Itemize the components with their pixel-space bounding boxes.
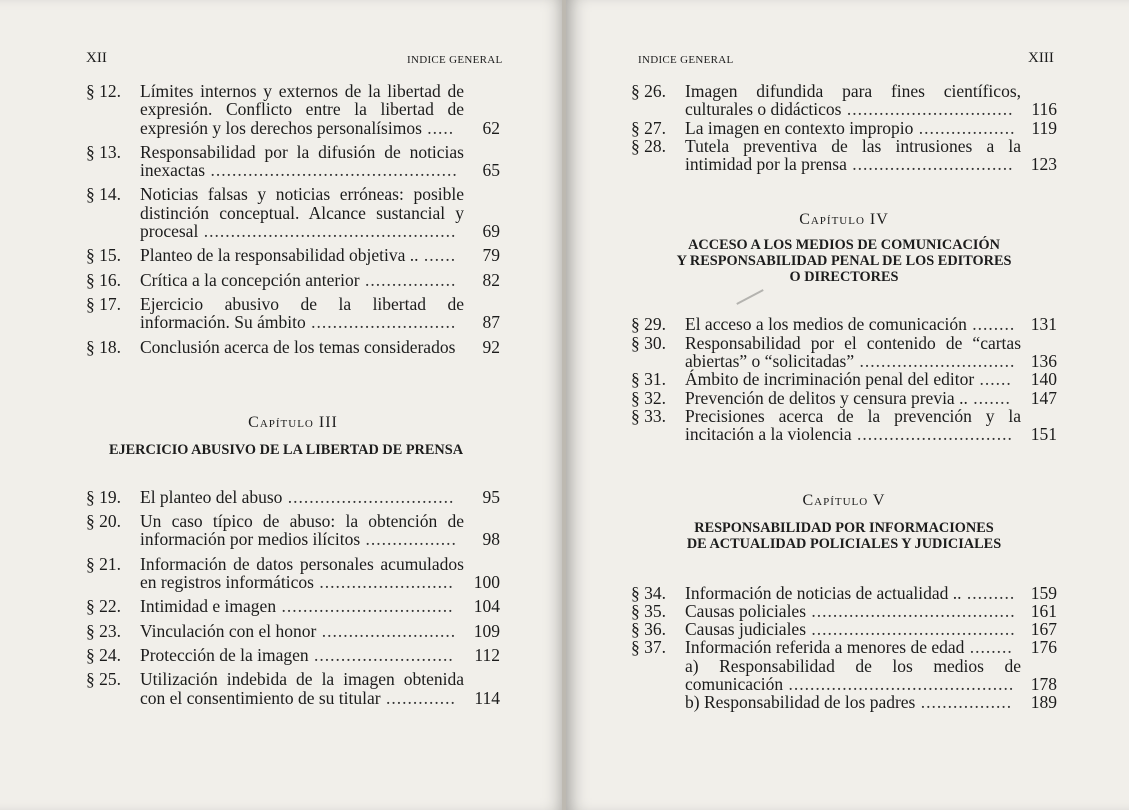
- page-number: 95: [482, 486, 500, 507]
- right-running-head: INDICE GENERAL: [638, 54, 734, 66]
- section-title-text: Información referida a menores de edad: [685, 637, 965, 658]
- leader-dots: ...............................: [282, 486, 455, 507]
- section-number: § 25.: [86, 669, 121, 690]
- section-title-text: Información de noticias de actualidad ..: [685, 582, 962, 603]
- chapter-4-title-line-2: Y RESPONSABILIDAD PENAL DE LOS EDITORES: [676, 253, 1012, 270]
- chapter-4-title-line-3: O DIRECTORES: [789, 269, 899, 286]
- section-number: § 27.: [631, 117, 666, 138]
- section-number: § 22.: [86, 596, 121, 617]
- leader-dots: ...........................: [305, 312, 457, 333]
- right-folio: XIII: [1028, 50, 1054, 66]
- leader-dots: ...............................: [841, 99, 1014, 120]
- left-folio: XII: [86, 50, 107, 66]
- left-entries-b: [86, 488, 500, 707]
- toc-entry: [631, 82, 1057, 119]
- toc-entry: [86, 555, 500, 592]
- toc-entry: [86, 295, 500, 332]
- toc-entry: [86, 597, 500, 615]
- leader-dots: ...............................................: [198, 221, 457, 242]
- section-title-text: Vinculación con el honor: [140, 620, 317, 641]
- page-number: 98: [482, 529, 500, 550]
- left-entries-a: [86, 82, 500, 356]
- leader-dots: ......: [974, 369, 1012, 390]
- section-title-text: Utilización indebida de la imagen obtenida con el consentimiento de su titular: [140, 669, 464, 708]
- section-number: § 20.: [86, 511, 121, 532]
- page-number: 114: [474, 687, 500, 708]
- section-title: [685, 82, 1021, 119]
- page-number: 119: [1031, 117, 1057, 138]
- section-title-text: Información de datos personales acumulados en registros informáticos: [140, 553, 464, 593]
- section-title: [140, 670, 464, 707]
- section-title: [140, 143, 464, 180]
- toc-entry: [86, 246, 500, 264]
- toc-entry: [86, 646, 500, 664]
- section-title: [685, 389, 1021, 407]
- toc-entry: [631, 657, 1057, 694]
- page-number: 87: [482, 312, 500, 333]
- section-number: § 12.: [86, 81, 121, 101]
- section-title-text: Noticias falsas y noticias erróneas: posible distinción conceptual. Alcance sustancial y procesal: [140, 184, 464, 242]
- right-entries-c: [631, 584, 1057, 712]
- section-number: § 14.: [86, 184, 121, 205]
- section-title: [685, 370, 1021, 388]
- page-number: 69: [482, 221, 500, 242]
- leader-dots: ......................................: [806, 619, 1016, 640]
- section-number: § 29.: [631, 314, 666, 335]
- leader-dots: .............................: [854, 351, 1016, 372]
- section-title-text: Intimidad e imagen: [140, 596, 277, 617]
- page-number: 178: [1030, 674, 1057, 695]
- page-number: 100: [473, 572, 500, 593]
- toc-entry: [631, 638, 1057, 656]
- leader-dots: .................: [915, 692, 1013, 713]
- section-number: § 17.: [86, 293, 121, 314]
- leader-dots: .......: [967, 387, 1011, 408]
- leader-dots: ......................................: [806, 600, 1016, 621]
- right-toc: [631, 82, 1057, 712]
- toc-entry: [631, 370, 1057, 388]
- page-number: 109: [473, 620, 500, 641]
- section-title: [140, 622, 464, 640]
- section-number: § 30.: [631, 332, 666, 353]
- right-entries-a: [631, 82, 1057, 173]
- section-title: [685, 334, 1021, 371]
- leader-dots: .........................: [316, 620, 457, 641]
- leader-dots: ........: [966, 314, 1016, 335]
- leader-dots: ..........................: [308, 644, 454, 665]
- toc-entry: [631, 693, 1057, 711]
- section-title: [140, 555, 464, 592]
- section-title: [685, 137, 1021, 174]
- section-title: [685, 315, 1021, 333]
- toc-entry: [86, 82, 500, 137]
- page-number: 136: [1030, 351, 1057, 372]
- section-number: § 37.: [631, 637, 666, 658]
- section-title: [140, 246, 464, 264]
- page-number: 147: [1030, 387, 1057, 408]
- toc-entry: [631, 389, 1057, 407]
- chapter-4-title-line-1: ACCESO A LOS MEDIOS DE COMUNICACIÓN: [688, 237, 1000, 254]
- section-title: [685, 119, 1021, 137]
- leader-dots: ................................: [276, 596, 454, 617]
- left-toc: [86, 82, 500, 707]
- section-title-text: Responsabilidad por la difusión de noticias inexactas: [140, 141, 464, 181]
- page-number: 65: [482, 160, 500, 181]
- page-number: 167: [1030, 619, 1057, 640]
- section-title: [685, 620, 1021, 638]
- page-number: 159: [1030, 582, 1057, 603]
- section-title: [140, 185, 464, 240]
- section-title: [685, 407, 1021, 444]
- section-number: § 21.: [86, 553, 121, 574]
- section-number: § 35.: [631, 600, 666, 621]
- section-title: [685, 638, 1021, 656]
- chapter-5-title-line-2: DE ACTUALIDAD POLICIALES Y JUDICIALES: [686, 535, 1002, 552]
- leader-dots: ..............................................: [205, 160, 458, 181]
- toc-entry: [631, 334, 1057, 371]
- right-entries-b: [631, 315, 1057, 443]
- section-title-text: Límites internos y externos de la libertad de expresión. Conflicto entre la libertad de expresión y los derechos personalísimos: [140, 81, 464, 138]
- section-title: [140, 271, 464, 289]
- leader-dots: .........................: [313, 572, 454, 593]
- section-number: § 16.: [86, 269, 121, 290]
- section-title: [140, 488, 464, 506]
- toc-entry: [86, 512, 500, 549]
- leader-dots: .....: [421, 117, 455, 138]
- chapter-5-label: Capítulo V: [802, 491, 886, 509]
- section-title-text: Causas judiciales: [685, 619, 807, 640]
- section-title-text: Prevención de delitos y censura previa ..: [685, 387, 968, 408]
- left-running-head: INDICE GENERAL: [407, 54, 503, 66]
- page-number: 79: [482, 245, 500, 266]
- section-title-text: Protección de la imagen: [140, 644, 309, 665]
- section-title-text: Responsabilidad por el contenido de “cartas abiertas” o “solicitadas”: [685, 332, 1021, 372]
- page-number: 123: [1030, 154, 1057, 175]
- section-number: § 34.: [631, 582, 666, 603]
- toc-entry: [86, 338, 500, 356]
- leader-dots: ........: [964, 637, 1013, 658]
- section-title: [685, 602, 1021, 620]
- page-number: 151: [1030, 424, 1057, 445]
- toc-entry: [86, 143, 500, 180]
- section-title: [685, 693, 1021, 711]
- section-title-text: a) Responsabilidad de los medios de comunicación: [685, 655, 1021, 695]
- toc-entry: [631, 407, 1057, 444]
- toc-entry: [86, 670, 500, 707]
- toc-entry: [86, 622, 500, 640]
- section-number: § 19.: [86, 486, 121, 507]
- page-number: 161: [1030, 600, 1057, 621]
- section-number: § 18.: [86, 336, 121, 357]
- section-title: [140, 646, 464, 664]
- leader-dots: .................: [359, 269, 457, 290]
- section-title: [685, 584, 1021, 602]
- page-number: 140: [1030, 369, 1057, 390]
- section-title-text: La imagen en contexto impropio: [685, 117, 914, 138]
- section-title: [140, 82, 464, 137]
- leader-dots: ..........................................: [783, 674, 1015, 695]
- toc-entry: [631, 620, 1057, 638]
- section-number: § 24.: [86, 644, 121, 665]
- section-title-text: b) Responsabilidad de los padres: [685, 692, 916, 713]
- leader-dots: ..................: [913, 117, 1016, 138]
- section-title-text: El planteo del abuso: [140, 486, 283, 507]
- page-number: 104: [473, 596, 500, 617]
- chapter-4-label: Capítulo IV: [799, 211, 889, 229]
- section-title-text: Imagen difundida para fines científicos, culturales o didácticos: [685, 81, 1021, 120]
- chapter-3-title: EJERCICIO ABUSIVO DE LA LIBERTAD DE PRENSA: [108, 441, 464, 458]
- section-title-text: Conclusión acerca de los temas considerados: [140, 336, 456, 357]
- toc-entry: [86, 185, 500, 240]
- page-number: 62: [482, 117, 500, 138]
- section-number: § 28.: [631, 135, 666, 156]
- page-number: 112: [474, 644, 500, 665]
- section-title-text: Crítica a la concepción anterior: [140, 269, 360, 290]
- toc-entry: [86, 488, 500, 506]
- section-title-text: Precisiones acerca de la prevención y la incitación a la violencia: [685, 405, 1021, 445]
- section-title: [140, 295, 464, 332]
- section-number: § 33.: [631, 405, 666, 426]
- toc-entry: [631, 119, 1057, 137]
- leader-dots: .............................: [851, 424, 1013, 445]
- page-number: 82: [482, 269, 500, 290]
- section-title-text: Ámbito de incriminación penal del editor: [685, 369, 975, 390]
- section-title-text: Ejercicio abusivo de la libertad de información. Su ámbito: [140, 293, 464, 333]
- leader-dots: .........: [961, 582, 1016, 603]
- section-title: [140, 338, 464, 356]
- section-number: § 26.: [631, 81, 666, 101]
- toc-entry: [631, 602, 1057, 620]
- section-title-text: Planteo de la responsabilidad objetiva ..: [140, 245, 419, 266]
- leader-dots: .................: [360, 529, 457, 550]
- section-title-text: El acceso a los medios de comunicación: [685, 314, 967, 335]
- leader-dots: ..............................: [846, 154, 1014, 175]
- section-title: [685, 657, 1021, 694]
- section-title: [140, 597, 464, 615]
- page-number: 189: [1030, 692, 1057, 713]
- section-number: § 31.: [631, 369, 666, 390]
- section-number: § 23.: [86, 620, 121, 641]
- section-title-text: Tutela preventiva de las intrusiones a la intimidad por la prensa: [685, 135, 1021, 175]
- section-number: § 36.: [631, 619, 666, 640]
- leader-dots: ......: [418, 245, 457, 266]
- chapter-3-label: Capítulo III: [248, 413, 338, 431]
- section-title: [140, 512, 464, 549]
- toc-entry: [631, 584, 1057, 602]
- page-number: 92: [482, 336, 500, 357]
- toc-entry: [86, 271, 500, 289]
- page-number: 131: [1030, 314, 1057, 335]
- toc-entry: [631, 137, 1057, 174]
- page-number: 176: [1030, 637, 1057, 658]
- section-number: § 32.: [631, 387, 666, 408]
- leader-dots: .............: [380, 687, 456, 708]
- section-title-text: Un caso típico de abuso: la obtención de información por medios ilícitos: [140, 511, 464, 550]
- section-title-text: Causas policiales: [685, 600, 807, 621]
- section-number: § 15.: [86, 245, 121, 266]
- toc-entry: [631, 315, 1057, 333]
- chapter-5-title-line-1: RESPONSABILIDAD POR INFORMACIONES: [694, 519, 994, 536]
- section-number: § 13.: [86, 141, 121, 162]
- page-number: 116: [1031, 99, 1057, 120]
